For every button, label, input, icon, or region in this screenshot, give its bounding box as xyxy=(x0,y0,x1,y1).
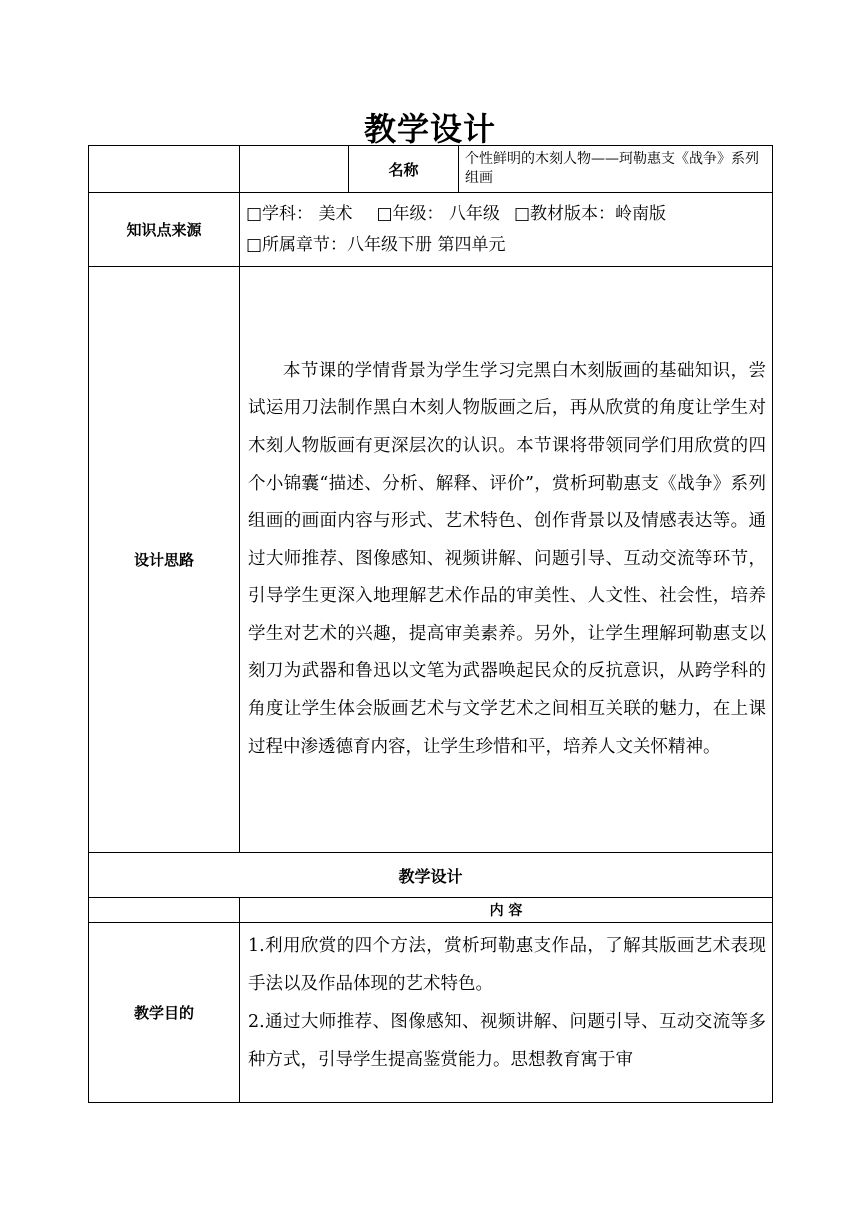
page-title: 教学设计 xyxy=(363,110,496,148)
section-header-row xyxy=(89,853,773,898)
design-idea-content xyxy=(240,267,773,853)
name-label: 名称 xyxy=(349,146,459,193)
blank-cell xyxy=(240,146,349,193)
source-content xyxy=(240,193,773,267)
objectives-content xyxy=(240,923,773,1103)
design-idea-label: 设计思路 xyxy=(89,267,240,853)
objectives-label: 教学目的 xyxy=(89,923,240,1103)
blank-cell xyxy=(89,146,240,193)
source-label: 知识点来源 xyxy=(89,193,240,267)
source-row xyxy=(89,193,773,267)
content-header-row xyxy=(89,898,773,923)
name-value: 个性鲜明的木刻人物——珂勒惠支《战争》系列组画 xyxy=(459,146,773,193)
name-row xyxy=(89,146,773,193)
blank-cell xyxy=(89,898,240,923)
chapter-field: □所属章节：八年级下册 第四单元 xyxy=(246,234,506,255)
edition-field: □教材版本：岭南版 xyxy=(513,203,666,224)
lesson-table xyxy=(88,145,773,1103)
subject-field: □学科： 美术 xyxy=(246,203,353,224)
objective-item-2: 2.通过大师推荐、图像感知、视频讲解、问题引导、互动交流等多种方式，引导学生提高鉴赏能力。思想教育寓于审 xyxy=(248,1012,766,1070)
design-idea-text: 本节课的学情背景为学生学习完黑白木刻版画的基础知识，尝试运用刀法制作黑白木刻人物版画之后，再从欣赏的角度让学生对木刻人物版画有更深层次的认识。本节课将带领同学们用欣赏的四个小锦囊“描述、分析、解释、评价”，赏析珂勒惠支《战争》系列组画的画面内容与形式、艺术特色、创作背景以及情感表达等。通过大师推荐、图像感知、视频讲解、问题引导、互动交流等环节，引导学生更深入地理解艺术作品的审美性、人文性、社会性，培养学生对艺术的兴趣，提高审美素养。另外，让学生理解珂勒惠支以刻刀为武器和鲁迅以文笔为武器唤起民众的反抗意识，从跨学科的角度让学生体会版画艺术与文学艺术之间相互关联的魅力，在上课过程中渗透德育内容，让学生珍惜和平，培养人文关怀精神。 xyxy=(248,360,766,757)
objectives-row xyxy=(89,923,773,1103)
source-line-1 xyxy=(246,199,766,230)
content-header: 内 容 xyxy=(240,898,773,923)
objective-item-1: 1.利用欣赏的四个方法，赏析珂勒惠支作品，了解其版画艺术表现手法以及作品体现的艺术特色。 xyxy=(248,936,766,994)
section-header: 教学设计 xyxy=(89,853,773,898)
design-idea-row xyxy=(89,267,773,853)
grade-field: □年级： 八年级 xyxy=(376,203,500,224)
